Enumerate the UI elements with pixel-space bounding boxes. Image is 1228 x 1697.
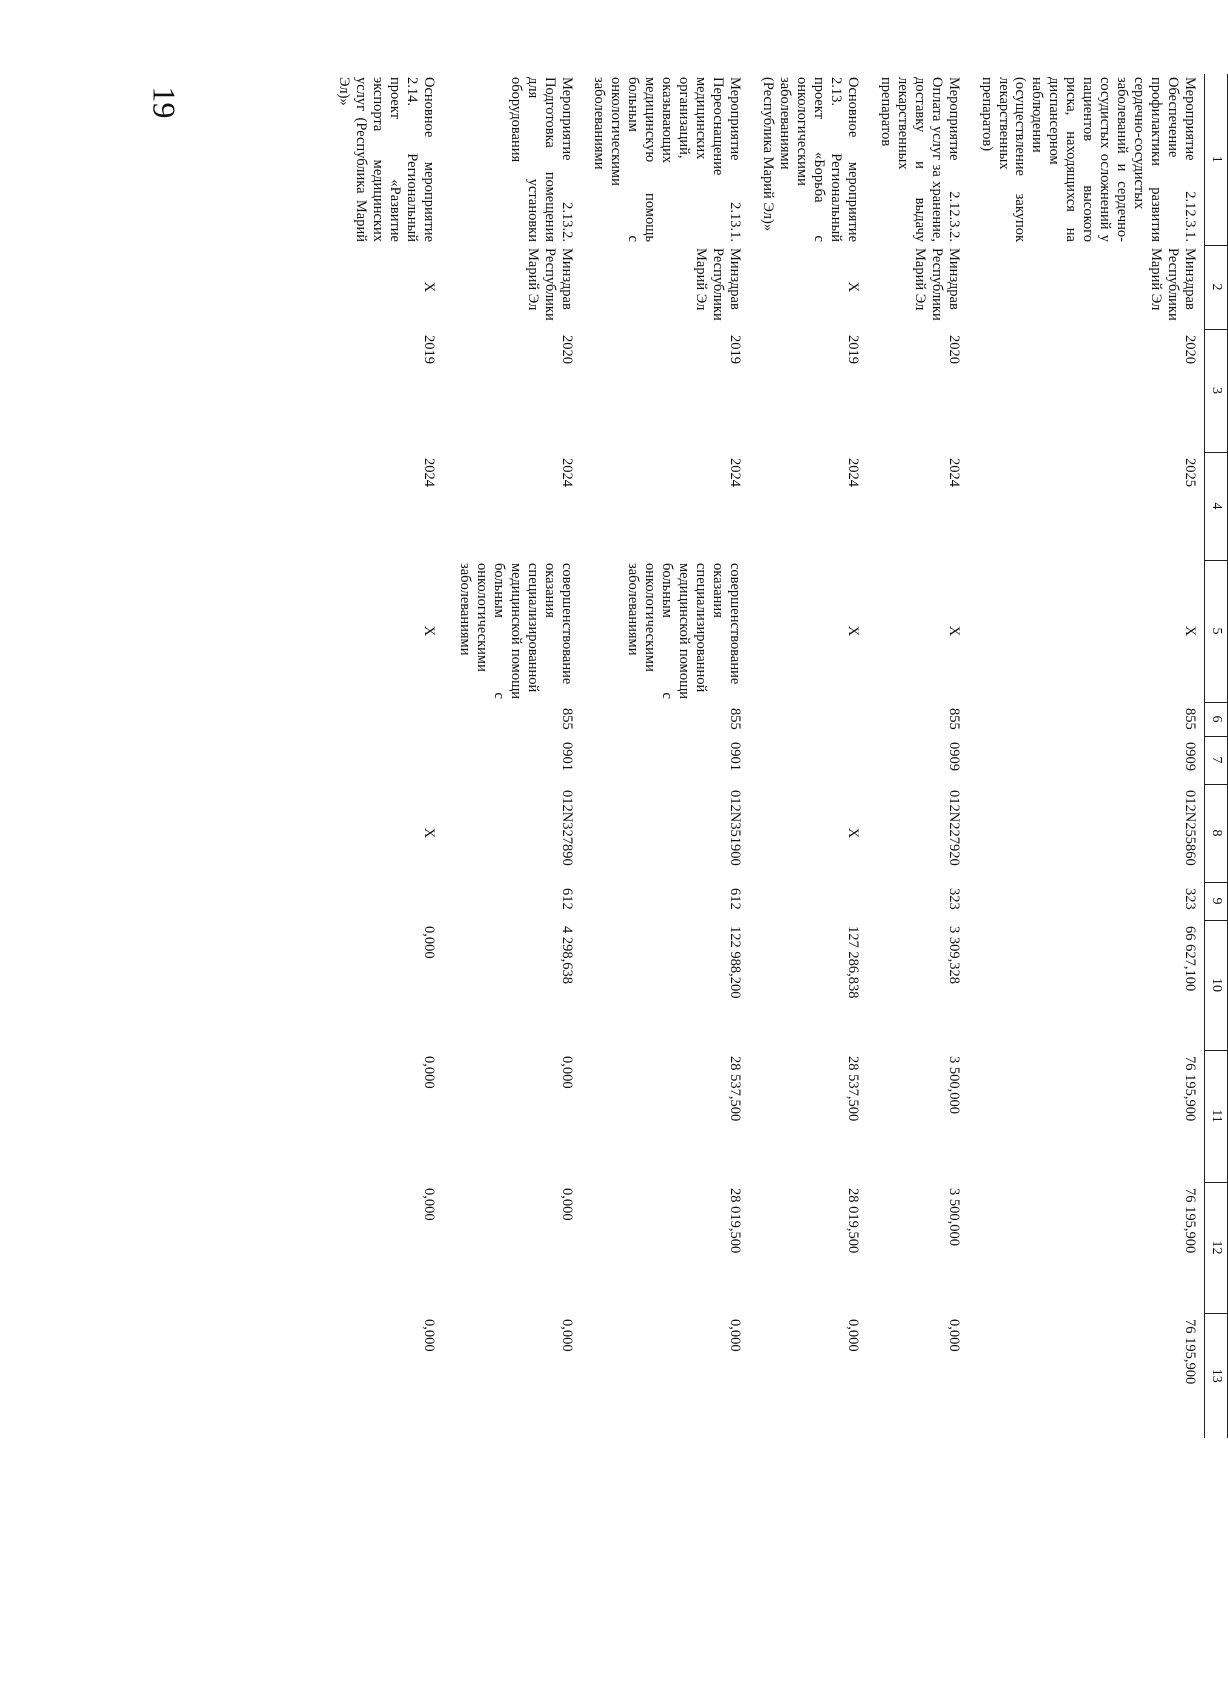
table-row [581,74,750,1438]
target-article-cell: 012N255860 [1182,790,1198,866]
target-article-cell: 012N227920 [945,790,962,866]
table-row [867,74,968,1438]
amount-cell: 127 286,838 [844,926,861,999]
amount-cell: 28 537,500 [727,1056,744,1122]
result-cell: совершенствование оказания специализированной медицинской помощи больным с онкологическими заболеваниями [456,563,575,699]
start-year-cell: 2020 [558,335,575,364]
amount-cell: 0,000 [558,1056,575,1089]
amount-cell: 28 019,500 [727,1188,744,1254]
amount-cell: 0,000 [420,926,437,959]
result-cell: совершенствование оказания специализированной медицинской помощи больным с онкологическими заболеваниями [625,563,744,699]
section-code-cell: 0901 [727,742,744,771]
result-cell: Х [844,625,861,637]
table-row [749,74,867,1438]
section-code-cell: 0909 [945,742,962,771]
expense-type-cell: 612 [558,888,575,910]
expense-type-cell [325,882,443,920]
executor-cell: Минздрав Республики Марий Эл [1148,248,1198,321]
column-header: 5 [1205,560,1228,702]
column-header: 6 [1205,702,1228,736]
measure-name-cell: Мероприятие 2.13.2. Подготовка помещения для установки оборудования [507,77,575,242]
amount-cell: 3 309,328 [945,926,962,984]
start-year-cell: 2019 [844,335,861,364]
start-year-cell: 2020 [1182,335,1198,364]
executor-cell: Минздрав Республики Марий Эл [524,248,575,321]
amount-cell: 0,000 [727,1319,744,1352]
section-code-cell: 0909 [1182,742,1198,771]
end-year-cell: 2024 [945,458,962,487]
page-number: 19 [146,86,183,119]
amount-cell: 76 195,900 [1182,1319,1198,1385]
result-cell: Х [945,625,962,637]
column-header: 4 [1205,452,1228,560]
column-header: 2 [1205,245,1228,329]
amount-cell: 0,000 [844,1319,861,1352]
column-header: 11 [1205,1050,1228,1182]
amount-cell: 66 627,100 [1182,926,1198,992]
start-year-cell: 2020 [945,335,962,364]
start-year-cell: 2019 [727,335,744,364]
expense-type-cell: 612 [727,888,744,910]
result-cell: Х [1182,625,1198,637]
amount-cell: 3 500,000 [945,1056,962,1114]
measure-name-cell: Мероприятие 2.12.3.1. Обеспечение профилактики развития сердечно-сосудистых заболеваний и сердечно-сосудистых осложнений у пациентов высокого риска, находящихся на диспансерном наблюдении (осуществление закупок лекарственных препаратов) [978,77,1198,242]
section-code-cell: 0901 [558,742,575,771]
target-article-cell: Х [844,827,861,839]
end-year-cell: 2024 [420,458,437,487]
end-year-cell: 2024 [558,458,575,487]
target-article-cell: Х [420,827,437,839]
grbs-code-cell: 855 [1182,708,1198,730]
column-header: 9 [1205,882,1228,920]
executor-cell: Х [844,281,861,293]
table-row [968,74,1205,1438]
measure-name-cell: Основное мероприятие 2.14. Региональный проект «Развитие экспорта медицинских услуг (Республика Марий Эл)» [335,77,437,242]
amount-cell: 122 988,200 [727,926,744,999]
column-header: 1 [1205,74,1228,245]
rotated-table-container [222,74,1228,1471]
budget-table [325,74,1228,1438]
executor-cell: Минздрав Республики Марий Эл [911,248,962,321]
amount-cell: 76 195,900 [1182,1056,1198,1122]
column-header: 13 [1205,1313,1228,1438]
amount-cell: 28 019,500 [844,1188,861,1254]
end-year-cell: 2025 [1182,458,1198,487]
start-year-cell: 2019 [420,335,437,364]
expense-type-cell [749,882,867,920]
table-row [325,74,443,1438]
measure-name-cell: Мероприятие 2.12.3.2. Оплата услуг за хранение, доставку и выдачу лекарственных препаратов [877,77,962,242]
column-header: 8 [1205,784,1228,882]
expense-type-cell: 323 [1182,888,1198,910]
grbs-code-cell: 855 [727,708,744,730]
table-row [443,74,581,1438]
target-article-cell: 012N351900 [727,790,744,866]
grbs-code-cell: 855 [558,708,575,730]
measure-name-cell: Мероприятие 2.13.1. Переоснащение медицинских организаций, оказывающих медицинскую помощь больным с онкологическими заболеваниями [591,77,744,242]
grbs-code-cell [325,702,443,736]
executor-cell: Х [420,281,437,293]
amount-cell: 3 500,000 [945,1188,962,1246]
amount-cell: 0,000 [420,1056,437,1089]
amount-cell: 28 537,500 [844,1056,861,1122]
amount-cell: 0,000 [945,1319,962,1352]
section-code-cell [325,736,443,784]
executor-cell: Минздрав Республики Марий Эл [693,248,744,321]
column-header: 10 [1205,920,1228,1050]
column-header: 12 [1205,1182,1228,1313]
amount-cell: 76 195,900 [1182,1188,1198,1254]
column-header: 3 [1205,329,1228,452]
grbs-code-cell [749,702,867,736]
end-year-cell: 2024 [844,458,861,487]
grbs-code-cell: 855 [945,708,962,730]
result-cell: Х [420,625,437,637]
column-header: 7 [1205,736,1228,784]
measure-name-cell: Основное мероприятие 2.13. Региональный проект «Борьба с онкологическими заболеваниями (Республика Марий Эл)» [760,77,861,242]
amount-cell: 0,000 [558,1188,575,1221]
amount-cell: 0,000 [558,1319,575,1352]
table-header-row [1205,74,1228,1438]
amount-cell: 4 298,638 [558,926,575,984]
amount-cell: 0,000 [420,1319,437,1352]
amount-cell: 0,000 [420,1188,437,1221]
target-article-cell: 012N327890 [558,790,575,866]
end-year-cell: 2024 [727,458,744,487]
expense-type-cell: 323 [945,888,962,910]
section-code-cell [749,736,867,784]
